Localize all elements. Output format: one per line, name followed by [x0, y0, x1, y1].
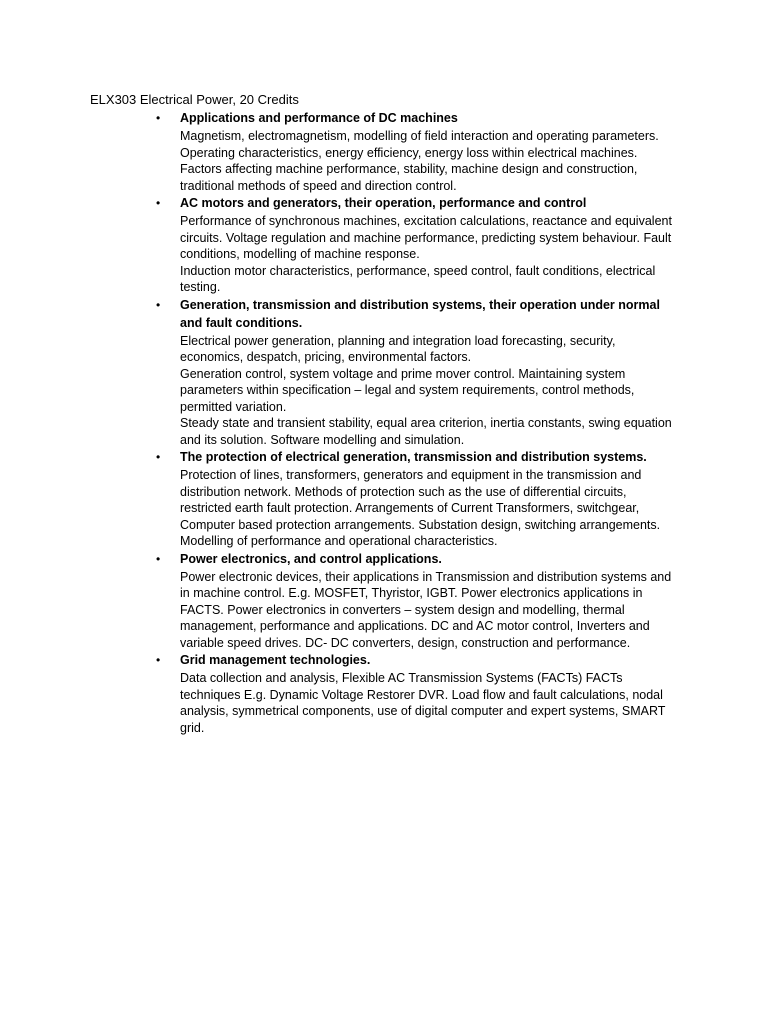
topic-body: [180, 127, 680, 194]
topic-heading: The protection of electrical generation, transmission and distribution systems.: [180, 450, 647, 464]
topic-paragraph: Induction motor characteristics, performance, speed control, fault conditions, electrical testing.: [180, 263, 656, 294]
bullet-icon: •: [156, 551, 161, 566]
topic-body: [180, 669, 680, 736]
topic-heading: Applications and performance of DC machines: [180, 111, 458, 125]
topic-paragraph: Magnetism, electromagnetism, modelling of field interaction and operating parameters. Operating characteristics, energy efficiency, energy loss within electrical machines. Factors affecting machine performance, stability, machine design and construction, traditional methods of speed and direction control.: [180, 129, 659, 193]
bullet-icon: •: [156, 196, 161, 210]
topic-body: [180, 332, 680, 449]
topic-body: [180, 212, 680, 296]
topic-item: [156, 550, 680, 652]
topic-paragraph: Generation control, system voltage and prime mover control. Maintaining system parameters within specification – legal and system requirements, control methods, permitted variation.: [180, 366, 635, 414]
bullet-icon: •: [156, 297, 161, 312]
topic-paragraph: Steady state and transient stability, equal area criterion, inertia constants, swing equation and its solution. Software modelling and simulation.: [180, 416, 672, 447]
topic-paragraph: Protection of lines, transformers, generators and equipment in the transmission and distribution network. Methods of protection such as the use of differential circuits, restricted earth fault protection. Arrangements of Current Transformers, switchgear, Computer based protection arrangements. Substation design, switching arrangements. Modelling of performance and operational characteristics.: [180, 468, 661, 548]
document-title: ELX303 Electrical Power, 20 Credits: [90, 92, 299, 107]
topic-item: [156, 109, 680, 194]
topic-paragraph: Performance of synchronous machines, excitation calculations, reactance and equivalent circuits. Voltage regulation and machine performance, predicting system behaviour. Fault conditions, modelling of machine response.: [180, 214, 672, 261]
topic-paragraph: Data collection and analysis, Flexible AC Transmission Systems (FACTs) FACTs techniques E.g. Dynamic Voltage Restorer DVR. Load flow and fault calculations, nodal analysis, symmetrical components, use of digital computer and expert systems, SMART grid.: [180, 671, 666, 735]
topic-item: [156, 448, 680, 550]
topic-heading: AC motors and generators, their operation, performance and control: [180, 196, 587, 210]
topic-heading: Generation, transmission and distribution systems, their operation under normal and fault conditions.: [180, 297, 660, 330]
bullet-icon: •: [156, 450, 161, 464]
bullet-icon: •: [156, 653, 161, 667]
topic-list: [156, 109, 680, 736]
bullet-icon: •: [156, 111, 161, 125]
topic-paragraph: Power electronic devices, their applications in Transmission and distribution systems and in machine control. E.g. MOSFET, Thyristor, IGBT. Power electronics applications in FACTS. Power electronics in converters – system design and modelling, thermal management, performance and applications. DC and AC motor control, Inverters and variable speed drives. DC- DC converters, design, construction and performance.: [180, 569, 672, 650]
topic-item: [156, 651, 680, 736]
topic-item: [156, 194, 680, 296]
topic-body: [180, 568, 680, 652]
topic-heading: Power electronics, and control applications.: [180, 551, 442, 566]
topic-item: [156, 296, 680, 449]
topic-paragraph: Electrical power generation, planning and integration load forecasting, security, economics, despatch, pricing, environmental factors.: [180, 333, 616, 364]
topic-body: [180, 466, 680, 550]
topic-heading: Grid management technologies.: [180, 653, 371, 667]
